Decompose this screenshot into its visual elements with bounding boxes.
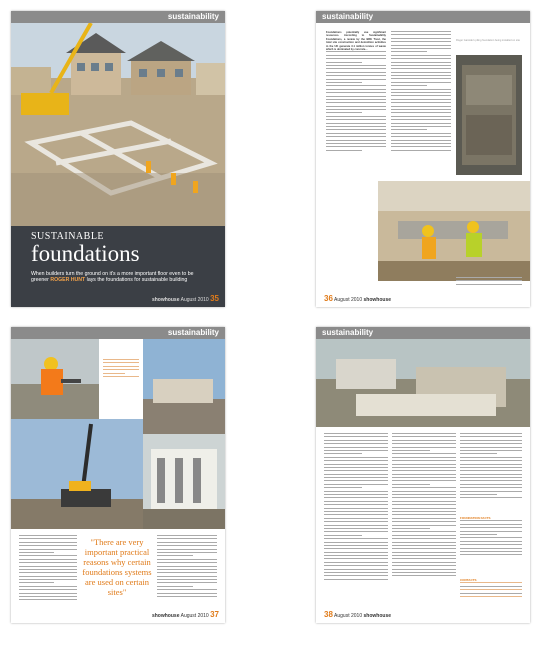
- issue-date: August 2010: [334, 297, 363, 303]
- body-column-2: [392, 433, 456, 611]
- page-number: 38: [324, 610, 333, 619]
- basement-construction-photo: [316, 339, 530, 427]
- headline: foundations: [31, 241, 140, 266]
- standfirst-text: When builders turn the ground on it's a more important floor even to be greener: [31, 271, 194, 283]
- facts-box: [460, 517, 522, 577]
- issue-date: August 2010: [180, 297, 209, 303]
- wall-photo: [456, 55, 522, 175]
- sidebar-text: [103, 359, 139, 399]
- magazine-page-35: [11, 11, 225, 307]
- page-folio: [152, 610, 219, 619]
- page-folio: [152, 294, 219, 303]
- magazine-name: showhouse: [363, 297, 392, 303]
- facts-heading: FOUNDATION FACTS: [460, 517, 491, 520]
- contacts-box: [460, 579, 522, 609]
- standfirst: [31, 271, 201, 283]
- pull-quote: "There are very important practical reasons why certain foundations systems are used on certain sites": [82, 537, 152, 597]
- page-folio: [324, 294, 391, 303]
- page-folio: [324, 610, 391, 619]
- piling-rig-photo: [11, 419, 143, 529]
- body-column-3: [460, 433, 522, 513]
- building-sky-photo: [143, 339, 225, 434]
- standfirst-end: lays the foundations for sustainable building: [86, 277, 188, 283]
- magazine-page-37: [11, 327, 225, 623]
- body-column-1: [19, 535, 77, 613]
- page-number: 36: [324, 294, 333, 303]
- magazine-page-36: [316, 11, 530, 307]
- foundation-site-photo: [11, 23, 225, 231]
- timber-frame-photo: [143, 434, 225, 529]
- section-banner: sustainability: [316, 327, 530, 339]
- workers-photo: [378, 181, 530, 281]
- body-column-2: [157, 535, 217, 613]
- issue-date: August 2010: [334, 613, 363, 619]
- caption: Roger Garside's piling foundation being installed on site: [456, 39, 520, 42]
- page-number: 35: [210, 294, 219, 303]
- page-number: 37: [210, 610, 219, 619]
- body-column-2: [391, 31, 451, 181]
- section-banner: sustainability: [316, 11, 530, 23]
- magazine-page-38: [316, 327, 530, 623]
- section-banner: sustainability: [11, 11, 225, 23]
- byline: ROGER HUNT: [50, 277, 86, 283]
- lead-paragraph: Foundations potentially use significant resources. According to Sustainability Foundations, a review by the BRE Trust, the total site construction and demolition activities in the UK generate 3.1 million tonnes of waste which is dominated by concrete...: [326, 31, 386, 52]
- magazine-name: showhouse: [151, 613, 180, 619]
- body-column-1: [326, 31, 386, 271]
- body-column-3: [456, 277, 522, 297]
- headline-kicker: SUSTAINABLE: [31, 231, 105, 242]
- magazine-name: showhouse: [363, 613, 392, 619]
- body-column-1: [324, 433, 388, 611]
- worker-drilling-photo: [11, 339, 99, 419]
- issue-date: August 2010: [180, 613, 209, 619]
- magazine-name: showhouse: [151, 297, 180, 303]
- section-banner: sustainability: [11, 327, 225, 339]
- contacts-heading: CONTACTS: [460, 579, 477, 582]
